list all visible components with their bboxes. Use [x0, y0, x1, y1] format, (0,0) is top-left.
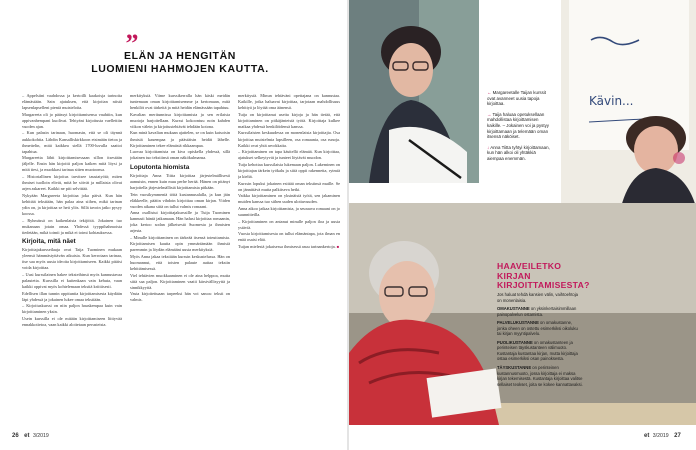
- end-mark-icon: ■: [336, 244, 340, 250]
- sidebar-title: HAAVEILETKO KIRJAN KIRJOITTAMISESTA?: [497, 261, 590, 291]
- photo-illustration: [349, 0, 479, 183]
- photo-captions: [487, 90, 553, 167]
- paragraph: Kurssilaisten keskuudessa on monenlaisia kirjoittajia. Osa kirjoittaa muistelmia lapsilleen, osa romaania, osa runoja. Kaikki ovat yhtä arvokkaita.: [238, 130, 340, 148]
- paragraph: Kirjoittaja Anna Tiitta kirjoittaa järjestelmällisesti aamuisin, ennen kuin muu perhe herää. Hänen on pitänyt harjoitella järjestelmällistä kirjoittamista pitkään.: [130, 172, 230, 190]
- issue-right: 3/2019: [652, 433, 669, 439]
- photo-whiteboard-teacher: [561, 0, 696, 207]
- photo-woman-with-glasses: [349, 0, 479, 183]
- pull-quote-line-2: LUOMIENI HAHMOJEN KAUTTA.: [91, 62, 269, 75]
- paragraph: Vaikka kirjoittaminen on yksinäistä työtä, sen jakaminen muiden kanssa tuo siihen uuden ulottuvuuden.: [238, 193, 340, 205]
- paragraph: Edellisen illan tunnin oppituntia kirjoittamisesta käydään läpi yhdessä ja jokainen lukee omaa tekstiään.: [22, 290, 122, 302]
- paragraph: [238, 244, 340, 250]
- subheading: Loputonta hiomista: [130, 163, 190, 171]
- caption-arrow-left-icon: ←: [487, 90, 492, 95]
- sidebar-term: OMAKUSTANNE: [497, 306, 530, 312]
- footer-right: [644, 433, 681, 439]
- sidebar-intro: Jos haluat tehdä kansien välin, vaihtoehtoja on monenlaisia.: [497, 292, 579, 303]
- paragraph: Kavalian meritunnissa kirjoittamista ja sen erilaisia muotoja harjoitellaan. Kurssi kokoontuu noin kahden viikon välein ja kirjoitustehtävät tehdään kotona.: [130, 111, 230, 129]
- sidebar-term: TÄYSKUSTANNE: [497, 365, 532, 371]
- paragraph: Luovaa kirjoittamista on kiva opiskella yhdessä, sillä jokainen tuo tekstiinsä oman näkökulmansa.: [130, 149, 230, 161]
- magazine-logo-right: et: [644, 433, 650, 439]
- caption-arrow-down-icon: ↓: [487, 144, 490, 150]
- pull-quote: [70, 50, 290, 75]
- paragraph: – Appelsiini vaahdossa ja kertoilli kaakoisja tarinoita elämästään. Sain ajatuksen, että kirjoitan niistä lapsenlapselleni pieniä muisteloita.: [22, 93, 122, 111]
- sidebar-term: PUOLIKUSTANNE: [497, 339, 533, 345]
- caption-3: [487, 145, 553, 162]
- paragraph: – Kun palasin tarinaan, huomasin, että se oli täynnä aukkokohtia. Lähdin Kansalliskirkkoon etsimään tietoa ja ihmettelin, mitä kaikkea siellä 1700-luvulla saattoi tapahtua.: [22, 130, 122, 154]
- paragraph: Margareetta lähti kirjoittamisessaan sillon itsestään jäljelle. Ensin hän kirjoitti paljon kaiken mitä löysi ja mitä tiesi, ja muokkasi tarinaa sitten muotoonsa.: [22, 155, 122, 173]
- quote-mark-icon: ”: [125, 29, 139, 58]
- paragraph: merkitystä. Minun tehtäväni opettajana on kannustaa. Kaikille, jotka haluavat kirjoittaa, tarjotaan mahdollisuus kehittyä ja löytää oma äänensä.: [238, 93, 340, 111]
- sidebar-item: [497, 320, 583, 337]
- sidebar-item: [497, 340, 583, 362]
- caption-1: [487, 90, 553, 107]
- paragraph: – Uusi kurssilainen hakee teksteihinsä myös kannustavaa palautetta. Kurssilla ei kuitenkaan vain kehuta, vaan kaikki oppivat myös kohtelemaan tekstiä kriittisesti.: [22, 271, 122, 290]
- sidebar-term: PALVELUKUSTANNE: [497, 320, 539, 326]
- paragraph: – Kirjoittaminen on tapa käsitellä elämää. Kun kirjoittaa, ajatukset selkeytyvät ja tunteet löytävät muodon.: [238, 149, 340, 161]
- paragraph: – Historiallinen kirjoitus tarvitsee taustatyötä; miten ihmiset tuolloin elivät, mitä he söivät ja millaisia olivat arjen askareet. Kaikki ne piti selvittää.: [22, 173, 122, 192]
- page-number-left: 26: [12, 433, 19, 439]
- paragraph: Tuija kehottaa kurssilaisia lukemaan paljon. Lukeminen on kirjoittajan tärkein työkalu ja siitä oppii rakennetta, rytmiä ja kieltä.: [238, 161, 340, 179]
- sidebar-text: on omakustanne, jonka oheen on ostettu esimerkiksi oikoluku tai kirjan myyntipalvelu.: [497, 320, 578, 337]
- issue-left: 3/2019: [32, 433, 49, 439]
- paragraph: Usein kurssilla ei ole mitään kirjoittamiseen liittyvää ennakkotietoa, vaan kaikki aloitetaan perusteista.: [22, 316, 122, 328]
- paragraph: Kirjoittajakursseilaaja ovat Taija Tuominen mukaan yleensä hämmästyttävän aikuisia. Kun kerrotaan tarinaa, itse saa myös uusia ideoita kirjoittamiseen. Kaikki pitäisi voida kirjoittaa.: [22, 247, 122, 271]
- paragraph: – Ryhmässä on kaikenlaisia tekijöitä. Jokainen tuo mukanaan jotain omaa. Yhdessä tyyppihahmoista tiedetään, mikä toimii ja mikä ei toimi kohtauksessa.: [22, 217, 122, 235]
- whiteboard-text: Kävin...: [589, 94, 634, 108]
- paragraph: Tein vuosikymmeniä töitä kustannusalalla, ja kun jäin eläkkeelle, päätin vihdoin kirjoittaa oman kirjan. Viiden vuoden aikana siitä on tullut valmis romaani.: [130, 191, 230, 209]
- paragraph: Myös Anna jakaa tekstiään kurssin keskustelussa. Hän on huomannut, että toisten palaute auttaa tekstin kehittämisessä.: [130, 253, 230, 271]
- sidebar-item: [497, 365, 583, 387]
- pull-quote-line-1: ELÄN JA HENGITÄN: [124, 50, 236, 62]
- paragraph: Anna aikoo jatkaa kirjoittamista, ja seuraava romaani on jo suunnitteilla.: [238, 206, 340, 218]
- paragraph: – Minulle kirjoittaminen on tärkeää itsensä toteuttamista. Kirjoittamisen kautta opin ymmärtämään ihmisiä paremmin ja löydän elämääni uusia merkityksiä.: [130, 235, 230, 253]
- text-column-2: [130, 93, 230, 423]
- subheading: Kirjoita, mitä näet: [22, 238, 76, 246]
- paragraph: – Kirjoittaminen on antanut minulle paljon iloa ja uusia ystäviä.: [238, 218, 340, 230]
- paragraph: Kurssin lopuksi jokainen esittää oman tekstinsä muille. Se on jännittävä mutta palkitseva hetki.: [238, 180, 340, 192]
- footer-left: [12, 433, 49, 439]
- paragraph: Vasta kirjoitettuaan tarpeeksi hän voi sanoa: teksti on valmis.: [130, 291, 230, 303]
- text-column-3: [238, 93, 340, 423]
- paragraph: Anna osallistui kirjoittajakurssille ja Tuija Tuominen kannusti häntä jatkamaan. Hän halusi kirjoittaa romaanin, joka kertoo sodan jälkeisestä Suomesta ja ihmisten arjesta.: [130, 210, 230, 234]
- sidebar-body: [497, 292, 583, 390]
- paragraph: merkityksiä. Viime kurssikerralla hän käski meidän tuntemaan oman kirjoittamisemme ja kertomaan, mitä henkilöt ovat tärkeitä ja mitä heidän elämässään tapahtuu.: [130, 93, 230, 111]
- caption-arrow-right-icon: →: [487, 111, 492, 117]
- paragraph: Kun minä kavalian mukaan ajattelen, se on kuin katsoisin ihmisiä kauempaa ja päästäisin heidät lähelle. Kirjoittaminen tekee elämästä rikkaampaa.: [130, 130, 230, 148]
- paragraph: Margareeta oli jo päässyt kirjoittamisensa vauhtiin, kun appivanhempani kuolivat. Tehtyäni kirjoitusta vaellettiin vuoden ajan.: [22, 111, 122, 129]
- paragraph: – Kirjoituskurssi on niin paljon hauskempaa kuin vain kirjoittaminen yksin.: [22, 303, 122, 315]
- text-column-1: [22, 93, 122, 423]
- caption-2: [487, 112, 553, 140]
- caption-text: Taija haluaa opetuksellaan mahdollistaa kirjoittamisen kaikille. – Jokainen voi ja pystyy kirjoittamaan ja telemään oman itsensä näköiset.: [487, 111, 549, 140]
- paragraph: Vuosia kirjoittamisesta on tullut elämäntapa, jota ilman en enää osaisi elää.: [238, 231, 340, 243]
- photo-illustration: [561, 0, 696, 207]
- magazine-logo-left: et: [24, 433, 30, 439]
- paragraph: Nykyään Margareeta kirjoittaa joka päivä. Kun hän kehittää tekstiään, hän palaa aina siihen, mikä tarinan ydin on, ja kirjoittaa se heti ylös. Sillä tavoin jatko pysyy koossa.: [22, 192, 122, 216]
- page-number-right: 27: [674, 433, 681, 439]
- paragraph: Tuija on kirjoittanut useita kirjoja ja hän tietää, että kirjoittaminen on pitkäjänteistä työtä. Kirjoittaja kulkee matkaa yhdessä henkilöidensä kanssa.: [238, 111, 340, 129]
- paragraph: Viel tehtävien muokkaaminen ei ole aina helppoa, mutta siitä saa paljon. Kirjoittaminen vaatii kärsivällisyyttä ja sinnikkyyttä.: [130, 272, 230, 290]
- sidebar-text: on perinteinen kustannusmuoto, jossa kirjoittaja ei maksa kirjan tekemisestä. Kustantaja kirjoittaa valitse sellaiset teokset, joita se kokee kannattavaksi.: [497, 365, 583, 387]
- sidebar-item: [497, 306, 583, 317]
- caption-text: Margareetalle Taijan kurssit ovat avanneet uusia tapoja kirjoittaa.: [487, 90, 546, 107]
- caption-text: Anna Tiitta tyhtyi kirjoittamaan, kun hän alkoi oli yhtäkkiä aiempaa enemmän.: [487, 144, 550, 161]
- sidebar-text: on omakustanteen ja perinteisen täyskustanteen välimuoto. Kustantaja kustantaa kirjan, mutta kirjoittaja ostaa esimerkiksi osan painoksesta.: [497, 339, 578, 362]
- paragraph-text: Tuijan mielestä jokaisessa ihmisessä asuu tarinankertoja.: [238, 244, 336, 250]
- sidebar-text: on yksinkertaisimmillaan painopalvelun ostamista.: [497, 306, 577, 317]
